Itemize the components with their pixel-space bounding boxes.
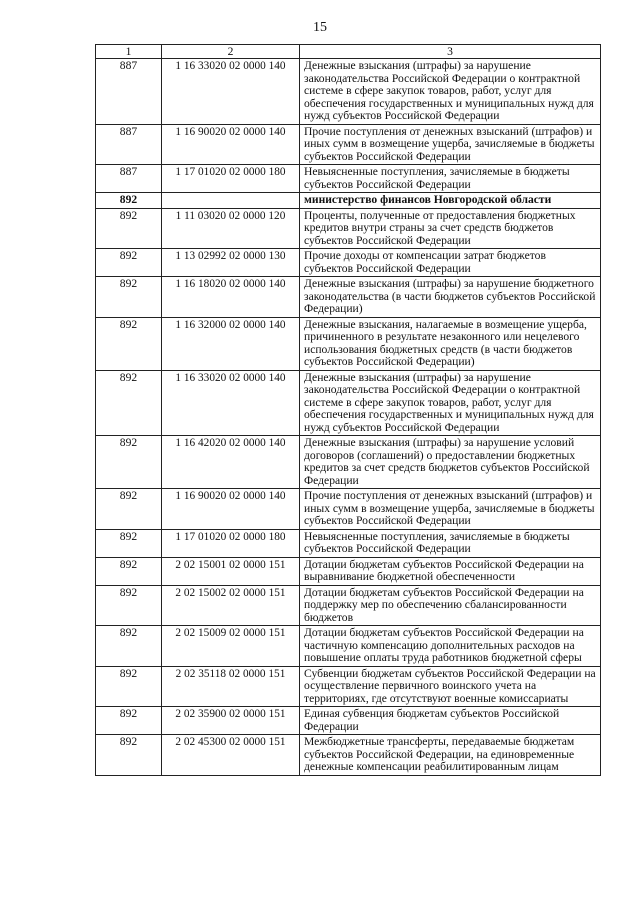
- revenue-code-cell: 1 16 42020 02 0000 140: [162, 436, 300, 489]
- admin-code-cell: 892: [96, 707, 162, 735]
- admin-code-cell: 892: [96, 370, 162, 436]
- revenue-code-cell: 1 16 33020 02 0000 140: [162, 59, 300, 125]
- admin-code-cell: 892: [96, 277, 162, 318]
- revenue-code-cell: 2 02 45300 02 0000 151: [162, 735, 300, 776]
- table-row: [96, 529, 601, 557]
- admin-code-cell: 892: [96, 735, 162, 776]
- revenue-name-cell: Единая субвенция бюджетам субъектов Российской Федерации: [300, 707, 601, 735]
- header-col-3: 3: [300, 45, 601, 59]
- header-col-2: 2: [162, 45, 300, 59]
- table-row: [96, 208, 601, 249]
- table-row: [96, 59, 601, 125]
- table-row: [96, 436, 601, 489]
- revenue-name-cell: Дотации бюджетам субъектов Российской Федерации на выравнивание бюджетной обеспеченности: [300, 557, 601, 585]
- table-row: [96, 317, 601, 370]
- revenue-name-cell: Денежные взыскания, налагаемые в возмещение ущерба, причиненного в результате незаконного или нецелевого использования бюджетных средств (в части бюджетов субъектов Российской Федерации): [300, 317, 601, 370]
- table-row: [96, 735, 601, 776]
- revenue-code-cell: 1 13 02992 02 0000 130: [162, 249, 300, 277]
- revenue-name-cell: Проценты, полученные от предоставления бюджетных кредитов внутри страны за счет средств бюджетов субъектов Российской Федерации: [300, 208, 601, 249]
- table-row: [96, 124, 601, 165]
- admin-code-cell: 892: [96, 317, 162, 370]
- revenue-code-cell: 1 11 03020 02 0000 120: [162, 208, 300, 249]
- revenue-name-cell: Денежные взыскания (штрафы) за нарушение условий договоров (соглашений) о предоставлении бюджетных кредитов за счет средств бюджетов субъектов Российской Федерации: [300, 436, 601, 489]
- revenue-code-cell: 2 02 35118 02 0000 151: [162, 666, 300, 707]
- revenue-code-cell: 1 16 33020 02 0000 140: [162, 370, 300, 436]
- admin-code-cell: 892: [96, 529, 162, 557]
- admin-code-cell: 887: [96, 124, 162, 165]
- header-col-1: 1: [96, 45, 162, 59]
- admin-code-cell: 892: [96, 626, 162, 667]
- revenue-code-cell: 1 17 01020 02 0000 180: [162, 165, 300, 193]
- table-row: [96, 666, 601, 707]
- table-row: [96, 277, 601, 318]
- revenue-name-cell: Денежные взыскания (штрафы) за нарушение законодательства Российской Федерации о контрактной системе в сфере закупок товаров, работ, услуг для обеспечения государственных и муниципальных нужд для нужд субъектов Российской Федерации: [300, 59, 601, 125]
- revenue-code-cell: [162, 193, 300, 209]
- revenue-name-cell: Дотации бюджетам субъектов Российской Федерации на частичную компенсацию дополнительных расходов на повышение оплаты труда работников бюджетной сферы: [300, 626, 601, 667]
- table-row: [96, 165, 601, 193]
- table-row: [96, 707, 601, 735]
- revenue-name-cell: Невыясненные поступления, зачисляемые в бюджеты субъектов Российской Федерации: [300, 165, 601, 193]
- revenue-name-cell: Дотации бюджетам субъектов Российской Федерации на поддержку мер по обеспечению сбалансированности бюджетов: [300, 585, 601, 626]
- table-row: [96, 585, 601, 626]
- revenue-code-cell: 1 17 01020 02 0000 180: [162, 529, 300, 557]
- table-header-row: [96, 45, 601, 59]
- revenue-code-cell: 2 02 35900 02 0000 151: [162, 707, 300, 735]
- page-number: 15: [313, 20, 327, 35]
- table-row: [96, 370, 601, 436]
- revenue-code-cell: 2 02 15001 02 0000 151: [162, 557, 300, 585]
- revenue-name-cell: Субвенции бюджетам субъектов Российской Федерации на осуществление первичного воинского учета на территориях, где отсутствуют военные комиссариаты: [300, 666, 601, 707]
- revenue-name-cell: Прочие поступления от денежных взысканий (штрафов) и иных сумм в возмещение ущерба, зачисляемые в бюджеты субъектов Российской Федерации: [300, 489, 601, 530]
- admin-code-cell: 892: [96, 489, 162, 530]
- admin-code-cell: 892: [96, 193, 162, 209]
- revenue-code-cell: 2 02 15009 02 0000 151: [162, 626, 300, 667]
- admin-code-cell: 892: [96, 436, 162, 489]
- table-row: [96, 249, 601, 277]
- revenue-codes-table: [95, 44, 601, 776]
- admin-code-cell: 892: [96, 208, 162, 249]
- table-row: [96, 193, 601, 209]
- admin-code-cell: 887: [96, 165, 162, 193]
- admin-code-cell: 892: [96, 249, 162, 277]
- revenue-code-cell: 1 16 90020 02 0000 140: [162, 489, 300, 530]
- table-row: [96, 557, 601, 585]
- table-row: [96, 626, 601, 667]
- admin-code-cell: 887: [96, 59, 162, 125]
- revenue-name-cell: Денежные взыскания (штрафы) за нарушение законодательства Российской Федерации о контрактной системе в сфере закупок товаров, работ, услуг для обеспечения государственных и муниципальных нужд для нужд субъектов Российской Федерации: [300, 370, 601, 436]
- revenue-name-cell: Межбюджетные трансферты, передаваемые бюджетам субъектов Российской Федерации, на единовременные денежные компенсации реабилитированным лицам: [300, 735, 601, 776]
- admin-code-cell: 892: [96, 557, 162, 585]
- admin-code-cell: 892: [96, 585, 162, 626]
- revenue-name-cell: Невыясненные поступления, зачисляемые в бюджеты субъектов Российской Федерации: [300, 529, 601, 557]
- revenue-code-cell: 1 16 32000 02 0000 140: [162, 317, 300, 370]
- revenue-name-cell: Прочие доходы от компенсации затрат бюджетов субъектов Российской Федерации: [300, 249, 601, 277]
- revenue-name-cell: Денежные взыскания (штрафы) за нарушение бюджетного законодательства (в части бюджетов субъектов Российской Федерации): [300, 277, 601, 318]
- admin-code-cell: 892: [96, 666, 162, 707]
- revenue-name-cell: Прочие поступления от денежных взысканий (штрафов) и иных сумм в возмещение ущерба, зачисляемые в бюджеты субъектов Российской Федерации: [300, 124, 601, 165]
- revenue-code-cell: 1 16 90020 02 0000 140: [162, 124, 300, 165]
- table-row: [96, 489, 601, 530]
- revenue-code-cell: 2 02 15002 02 0000 151: [162, 585, 300, 626]
- revenue-code-cell: 1 16 18020 02 0000 140: [162, 277, 300, 318]
- revenue-name-cell: министерство финансов Новгородской области: [300, 193, 601, 209]
